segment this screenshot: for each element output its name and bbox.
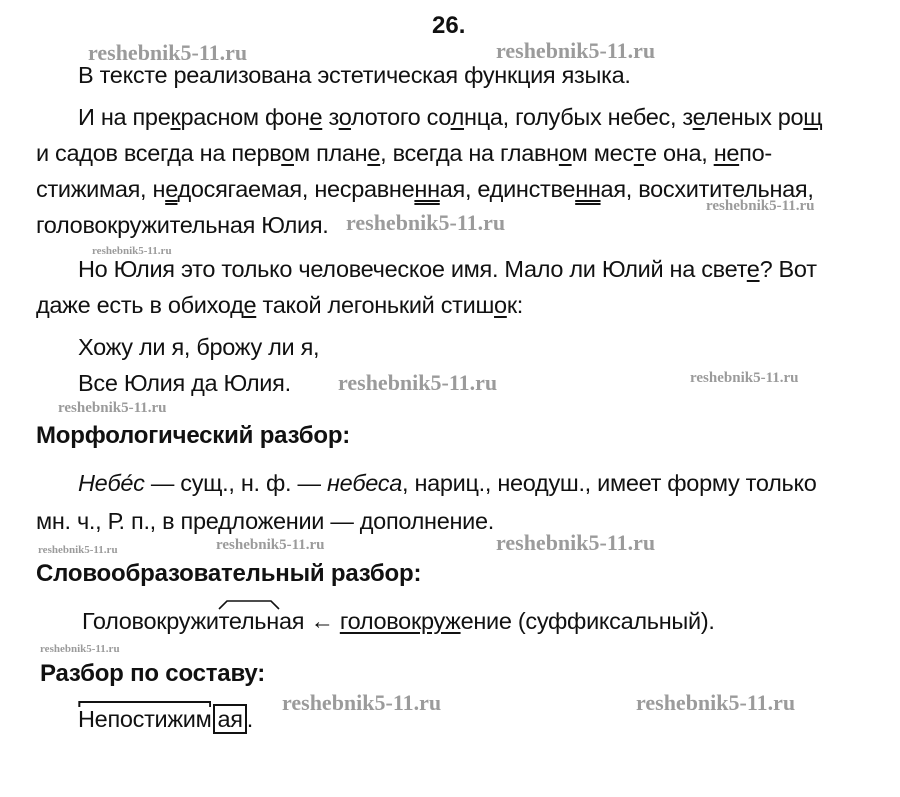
wordform-line: Головокружи тельная ← головокружение (суффиксальный).: [82, 608, 715, 635]
watermark: reshebnik5-11.ru: [346, 210, 506, 235]
watermark: reshebnik5-11.ru: [338, 370, 498, 395]
watermark: reshebnik5-11.ru: [282, 690, 442, 715]
paragraph-1-line-3: стижимая, недосягаемая, несравненная, единственная, восхитительная,: [36, 176, 814, 202]
watermark: reshebnik5-11.ru: [88, 40, 248, 65]
paragraph-1-line-4: головокружительная Юлия.: [36, 212, 329, 238]
root-mark: Непостижим: [78, 706, 211, 733]
intro-line: В тексте реализована эстетическая функция языка.: [78, 62, 631, 88]
watermark: reshebnik5-11.ru: [40, 643, 120, 655]
watermark: reshebnik5-11.ru: [38, 544, 118, 556]
suffix-arc-icon: [217, 598, 281, 610]
wordform-heading: Словообразовательный разбор:: [36, 560, 422, 587]
watermark: reshebnik5-11.ru: [496, 530, 656, 555]
watermark: reshebnik5-11.ru: [92, 245, 172, 257]
poem-line-2: Все Юлия да Юлия.: [78, 370, 291, 396]
poem-line-1: Хожу ли я, брожу ли я,: [78, 334, 320, 360]
suffix-mark: тельн: [219, 608, 279, 635]
paragraph-1-line-2: и садов всегда на первом плане, всегда на главном месте она, непо-: [36, 140, 772, 166]
morph-heading: Морфологический разбор:: [36, 422, 351, 449]
composition-heading: Разбор по составу:: [40, 660, 266, 687]
watermark: reshebnik5-11.ru: [636, 690, 796, 715]
ending-box: ая: [213, 704, 246, 734]
root-arc-icon: [78, 698, 211, 708]
page-number: 26.: [432, 12, 466, 39]
watermark: reshebnik5-11.ru: [690, 370, 799, 386]
paragraph-1-line-1: И на прекрасном фоне золотого солнца, голубых небес, зеленых рощ: [78, 104, 823, 130]
watermark: reshebnik5-11.ru: [216, 537, 325, 553]
morph-line-2: мн. ч., Р. п., в предложении — дополнение.: [36, 508, 494, 534]
paragraph-2-line-1: Но Юлия это только человеческое имя. Мало ли Юлий на свете? Вот: [78, 256, 817, 282]
watermark: reshebnik5-11.ru: [58, 400, 167, 416]
morph-line-1: Небе́с — сущ., н. ф. — небеса, нариц., неодуш., имеет форму только: [78, 470, 817, 496]
watermark: reshebnik5-11.ru: [496, 38, 656, 63]
paragraph-2-line-2: даже есть в обиходе такой легонький стишок:: [36, 292, 524, 318]
watermark: reshebnik5-11.ru: [706, 198, 815, 214]
composition-line: Непостижим ая .: [78, 706, 253, 733]
